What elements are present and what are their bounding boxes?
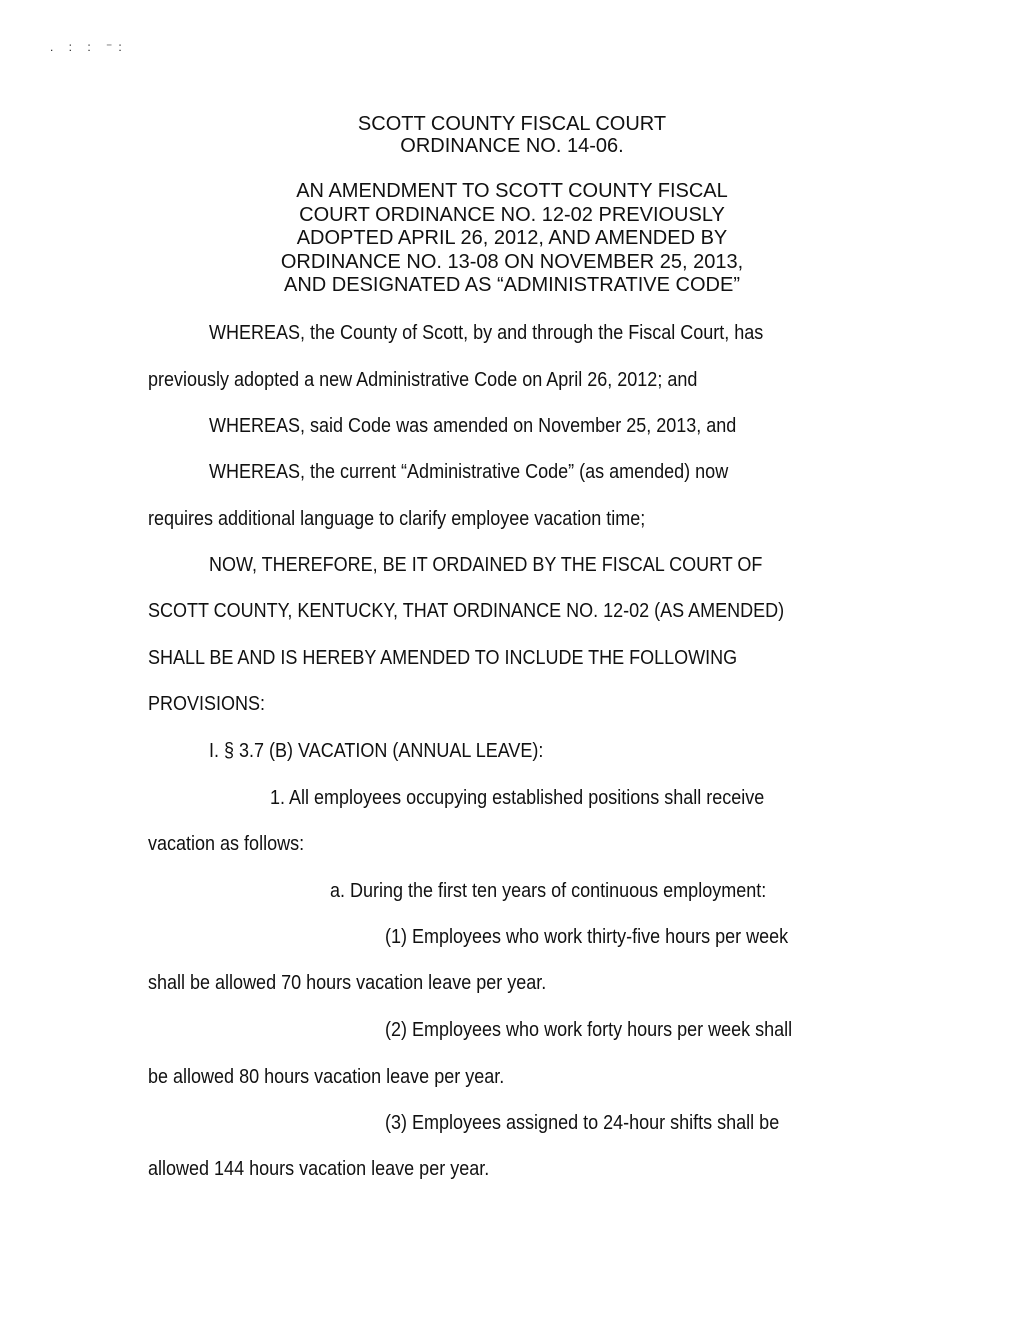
body-line: previously adopted a new Administrative Code on April 26, 2012; and bbox=[148, 369, 698, 391]
body-line: PROVISIONS: bbox=[148, 693, 266, 715]
body-line: vacation as follows: bbox=[148, 833, 305, 855]
ordaining-clause: NOW, THEREFORE, BE IT ORDAINED BY THE FISCAL COURT OF bbox=[209, 554, 763, 576]
subtitle-line: AND DESIGNATED AS “ADMINISTRATIVE CODE” bbox=[284, 274, 740, 296]
body-line: SCOTT COUNTY, KENTUCKY, THAT ORDINANCE NO. 12-02 (AS AMENDED) bbox=[148, 600, 785, 622]
provision-1a: a. During the first ten years of continuous employment: bbox=[330, 880, 767, 902]
whereas-clause-2: WHEREAS, said Code was amended on November 25, 2013, and bbox=[209, 415, 737, 437]
subtitle-line: COURT ORDINANCE NO. 12-02 PREVIOUSLY bbox=[299, 203, 725, 226]
section-heading: I. § 3.7 (B) VACATION (ANNUAL LEAVE): bbox=[209, 740, 544, 762]
subtitle-line: ORDINANCE NO. 13-08 ON NOVEMBER 25, 2013, bbox=[280, 250, 744, 273]
ordinance-subtitle bbox=[0, 180, 1024, 298]
whereas-clause-3: WHEREAS, the current “Administrative Code” (as amended) now bbox=[209, 461, 729, 483]
whereas-clause-1: WHEREAS, the County of Scott, by and through the Fiscal Court, has bbox=[209, 322, 764, 344]
provision-1a-2: (2) Employees who work forty hours per week shall bbox=[385, 1019, 793, 1041]
subtitle-line: ADOPTED APRIL 26, 2012, AND AMENDED BY bbox=[296, 227, 728, 249]
body-line: shall be allowed 70 hours vacation leave per year. bbox=[148, 972, 547, 994]
body-line: allowed 144 hours vacation leave per year. bbox=[148, 1158, 490, 1180]
ordinance-number: ORDINANCE NO. 14-06. bbox=[400, 135, 624, 157]
body-line: be allowed 80 hours vacation leave per year. bbox=[148, 1066, 505, 1088]
body-line: SHALL BE AND IS HEREBY AMENDED TO INCLUDE THE FOLLOWING bbox=[148, 647, 738, 669]
provision-1a-3: (3) Employees assigned to 24-hour shifts shall be bbox=[385, 1112, 780, 1134]
subtitle-line: AN AMENDMENT TO SCOTT COUNTY FISCAL bbox=[296, 180, 728, 202]
provision-1: 1. All employees occupying established positions shall receive bbox=[270, 787, 765, 809]
provision-1a-1: (1) Employees who work thirty-five hours per week bbox=[385, 926, 789, 948]
body-line: requires additional language to clarify employee vacation time; bbox=[148, 508, 646, 530]
court-title: SCOTT COUNTY FISCAL COURT bbox=[357, 113, 667, 135]
scan-artifact-marks: . : : ⁻: bbox=[50, 40, 128, 54]
